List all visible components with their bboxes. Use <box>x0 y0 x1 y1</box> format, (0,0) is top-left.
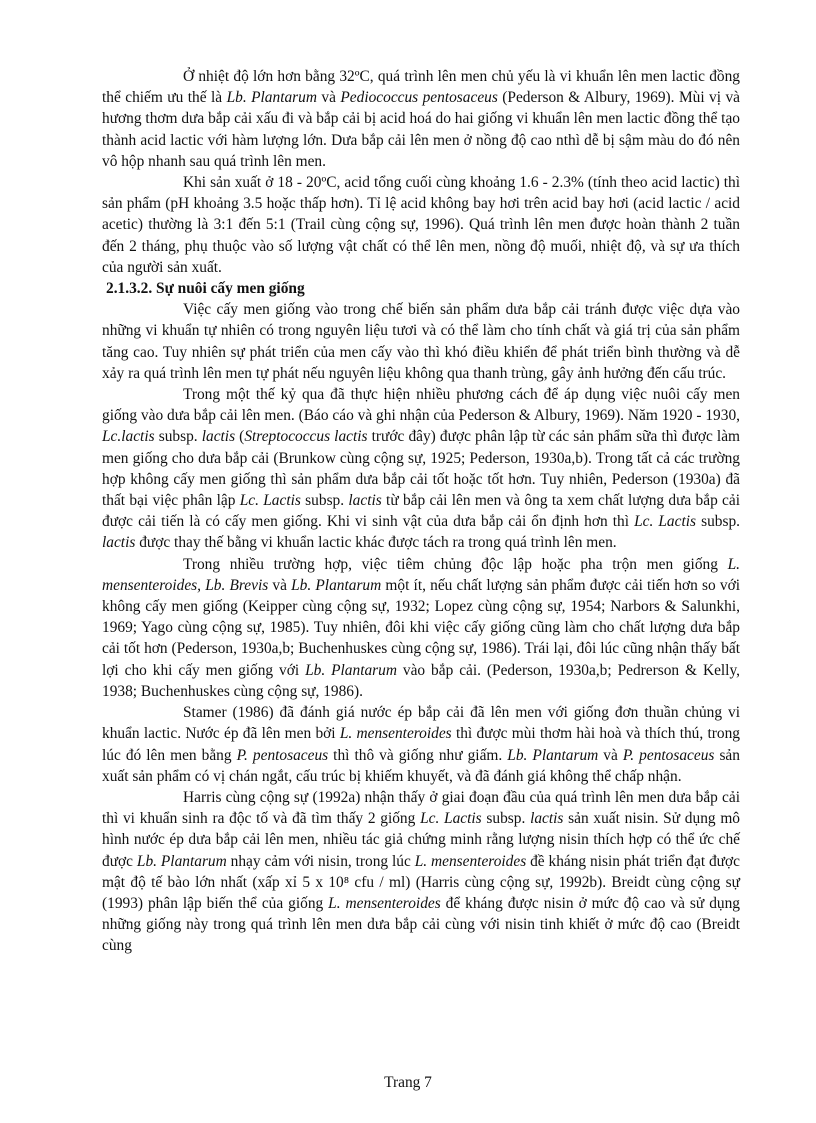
text-run: để kháng được nisin ở mức độ cao và sử dụng những giống này trong quá trình lên men dưa bắp cải cùng với nisin tinh khiết ở mức độ cao (Breidt cùng <box>102 894 740 955</box>
paragraph <box>102 702 740 787</box>
italic-text: Lb. Plantarum <box>507 746 599 764</box>
text-run: Trong nhiều trường hợp, việc tiêm chủng độc lập hoặc pha trộn men giống <box>183 555 728 573</box>
paragraph <box>102 554 740 702</box>
text-run: đề kháng nisin phát triển đạt được mật độ tế bào lớn nhất (xấp xỉ 5 x 10⁸ cfu / ml) (Harris cùng cộng sự, 1992b). Breidt cùng cộng sự (1993) phân lập biến thể của giống <box>102 852 740 912</box>
italic-text: Streptococcus lactis <box>244 428 368 446</box>
italic-text: lactis <box>201 428 236 446</box>
italic-text: Lb. Plantarum <box>305 661 397 679</box>
paragraph <box>102 66 740 172</box>
text-run: subsp. <box>481 810 531 828</box>
italic-text: lactis <box>102 534 136 552</box>
text-run: và <box>268 576 292 594</box>
italic-text: L. mensenteroides <box>414 852 527 870</box>
text-run: ( <box>235 428 245 446</box>
text-run: và <box>316 89 341 107</box>
text-run: subsp. <box>696 513 740 531</box>
text-run: Ở nhiệt độ lớn hơn bằng 32ºC, quá trình lên men chủ yếu là vi khuẩn lên men lactic đồng thể chiếm ưu thế là <box>102 68 740 107</box>
italic-text: Lc. Lactis <box>634 513 697 531</box>
text-run: vào bắp cải. (Pederson, 1930a,b; Pedrerson & Kelly, 1938; Buchenhuskes cùng cộng sự, 1986). <box>102 661 740 700</box>
text-run: sản xuất nisin. Sử dụng mô hình nước ép dưa bắp cải lên men, nhiều tác giả chứng minh rằng lượng nisin thích hợp có thể ức chế được <box>102 810 740 870</box>
text-run: một ít, nếu chất lượng sản phẩm được cải tiến hơn so với không cấy men giống (Keipper cùng cộng sự, 1932; Lopez cùng cộng sự, 1954; Narbors & Salunkhi, 1969; Yago cùng cộng sự, 1985). Tuy nhiên, đôi khi việc cấy giống cũng làm cho chất lượng dưa bắp cải tốt hơn (Pederson, 1930a,b; Buchenhuskes cùng cộng sự, 1986). Trái lại, đôi lúc cũng nhận thấy bất lợi cho khi cấy men giống với <box>102 576 740 679</box>
page-number: Trang 7 <box>384 1074 432 1091</box>
text-run: Việc cấy men giống vào trong chế biến sản phẩm dưa bắp cải tránh được việc dựa vào những vi khuẩn tự nhiên có trong nguyên liệu tươi và có thể làm cho tính chất và giá trị của sản phẩm tăng cao. Tuy nhiên sự phát triển của men cấy vào thì khó điều khiển để phát triển bình thường và dễ xảy ra quá trình lên men tự phát nếu nguyên liệu không qua thanh trùng, gây ảnh hưởng đến cấu trúc. <box>102 301 740 382</box>
italic-text: lactis <box>530 810 564 828</box>
italic-text: L. mensenteroides <box>328 894 441 912</box>
text-run: subsp. <box>154 428 202 446</box>
text-run: Harris cùng cộng sự (1992a) nhận thấy ở giai đoạn đầu của quá trình lên men dưa bắp cải thì vi khuẩn sinh ra độc tố và đã tìm thấy 2 giống <box>102 788 740 828</box>
text-run: Stamer (1986) đã đánh giá nước ép bắp cải đã lên men với giống đơn thuần chủng vi khuẩn lactic. Nước ép đã lên men bởi <box>102 704 740 743</box>
text-run: Trong một thế kỷ qua đã thực hiện nhiều phương cách để áp dụng việc nuôi cấy men giống vào dưa bắp cải lên men. (Báo cáo và ghi nhận của Pederson & Albury, 1969). Năm 1920 - 1930, <box>102 386 740 425</box>
paragraph <box>102 172 740 278</box>
paragraph <box>102 384 740 554</box>
text-run: từ bắp cải lên men và ông ta xem chất lượng dưa bắp cải được cải tiến là có cấy men giống. Khi vi sinh vật của dưa bắp cải ổn định hơn thì <box>102 492 741 531</box>
italic-text: Lb. Plantarum <box>291 576 382 594</box>
text-run: sản xuất sản phẩm có vị chán ngắt, cấu trúc bị khiếm khuyết, và đã đánh giá không thể chấp nhận. <box>102 746 740 785</box>
text-run: Khi sản xuất ở 18 - 20ºC, acid tổng cuối cùng khoảng 1.6 - 2.3% (tính theo acid lactic) thì sản phẩm (pH khoảng 3.5 hoặc thấp hơn). Tỉ lệ acid không bay hơi trên acid bay hơi (acid lactic / acid acetic) thường là 3:1 đến 5:1 (Trail cùng cộng sự, 1996). Quá trình lên men được hoàn thành 2 tuần đến 2 tháng, phụ thuộc vào số lượng vật chất có thể lên men, nồng độ muối, nhiệt độ, và sự ưa thích của người sản xuất. <box>102 174 740 276</box>
text-run: thì được mùi thơm hài hoà và thích thú, trong lúc đó lên men bằng <box>102 725 740 764</box>
document-body <box>102 66 740 957</box>
italic-text: L. mensenteroides <box>339 725 452 743</box>
italic-text: Lc. Lactis <box>420 810 482 828</box>
paragraph <box>102 787 740 957</box>
text-run: thì thô và giống như giấm. <box>328 746 508 764</box>
text-run: nhạy cảm với nisin, trong lúc <box>226 852 415 870</box>
italic-text: Lb. Plantarum <box>226 89 317 107</box>
italic-text: Pediococcus pentosaceus <box>340 89 498 107</box>
italic-text: Lc. Lactis <box>239 492 301 510</box>
section-heading: 2.1.3.2. Sự nuôi cấy men giống <box>106 280 305 298</box>
text-run: subsp. <box>300 492 349 510</box>
text-run: được thay thế bằng vi khuẩn lactic khác được tách ra trong quá trình lên men. <box>135 534 617 552</box>
text-run: trước đây) được phân lập từ các sản phẩm sữa thì được làm men giống cho dưa bắp cải (Brunkow cùng cộng sự, 1925; Pederson, 1930a,b). Trong tất cả các trường hợp không cấy men giống thì sản phẩm dưa bắp cải tốt hoặc tốt hơn. Tuy nhiên, Pederson (1930a) đã thất bại việc phân lập <box>102 428 740 510</box>
italic-text: L. mensenteroides, Lb. Brevis <box>102 555 740 594</box>
text-run: (Pederson & Albury, 1969). Mùi vị và hương thơm dưa bắp cải xấu đi và bắp cải bị acid hoá do hai giống vi khuẩn lên men lactic đồng thể tạo thành acid lactic với hàm lượng lớn. Dưa bắp cải lên men ở nồng độ cao nthì dễ bị sậm màu do đó nên vô hộp nhanh sau quá trình lên men. <box>102 89 740 170</box>
paragraph <box>102 299 740 384</box>
italic-text: P. pentosaceus <box>622 746 715 764</box>
text-run: và <box>598 746 623 764</box>
italic-text: P. pentosaceus <box>236 746 329 764</box>
italic-text: Lb. Plantarum <box>136 852 227 870</box>
italic-text: lactis <box>348 492 382 510</box>
italic-text: Lc.lactis <box>102 428 155 446</box>
